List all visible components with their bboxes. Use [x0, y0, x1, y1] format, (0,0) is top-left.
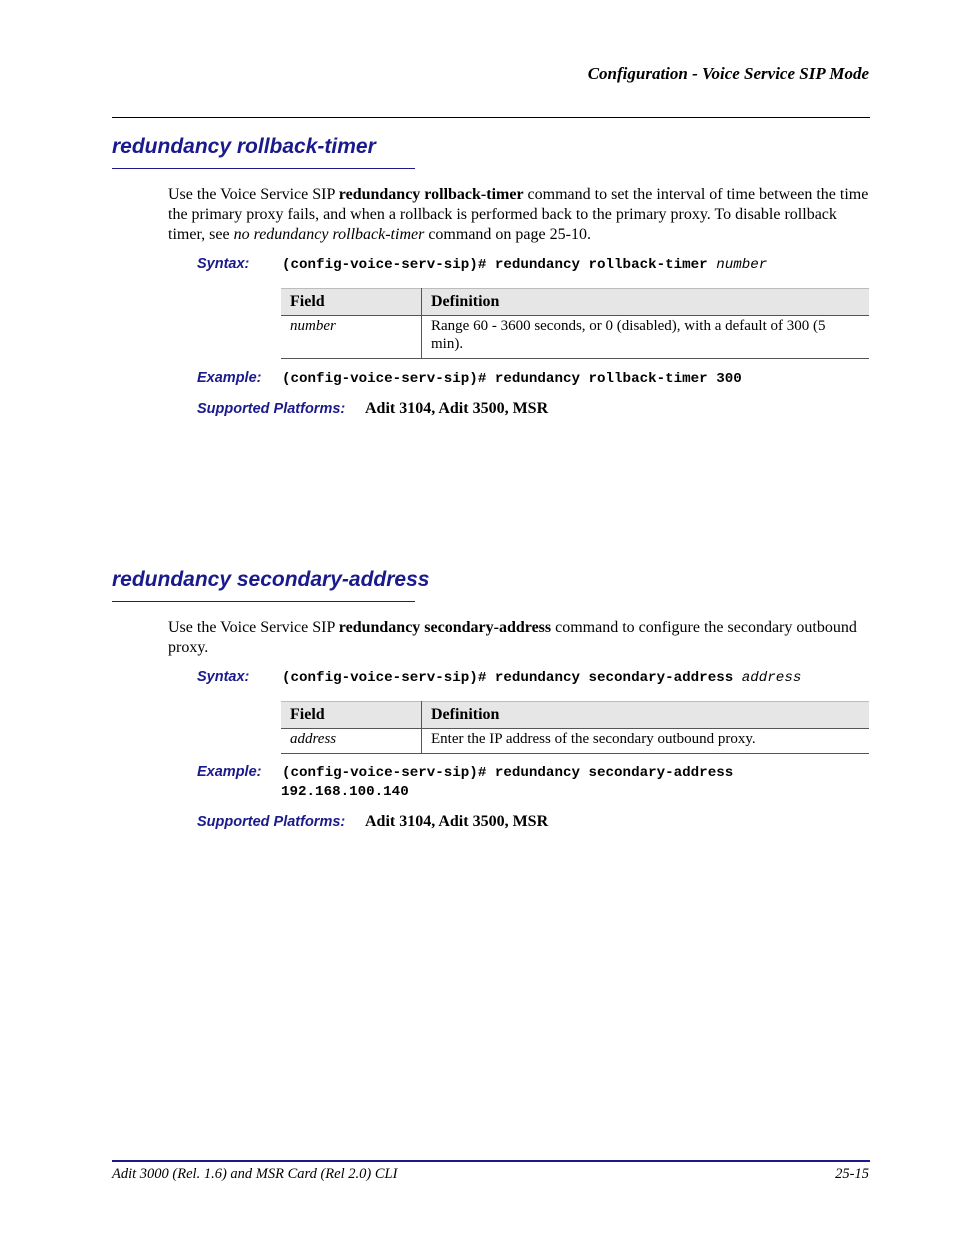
table-header-row — [281, 702, 869, 729]
description-reference: no redundancy rollback-timer — [233, 226, 425, 243]
footer-page-number: 25-15 — [835, 1166, 869, 1182]
example-command-line1: (config-voice-serv-sip)# redundancy secondary-address — [282, 765, 734, 781]
description-text: Use the Voice Service SIP — [168, 186, 339, 203]
section-title-rollback-timer: redundancy rollback-timer — [112, 135, 376, 158]
table-header-field: Field — [281, 289, 422, 316]
syntax-label: Syntax: — [197, 256, 250, 272]
syntax-command — [282, 257, 767, 273]
table-cell-definition: Range 60 - 3600 seconds, or 0 (disabled), with a default of 300 (5 min). — [422, 316, 870, 359]
platforms-value: Adit 3104, Adit 3500, MSR — [365, 813, 549, 830]
section-title-rule — [112, 168, 415, 169]
table-row — [281, 316, 869, 359]
table-cell-definition: Enter the IP address of the secondary outbound proxy. — [422, 729, 870, 754]
example-command-line2: 192.168.100.140 — [281, 784, 409, 800]
table-header-row — [281, 289, 869, 316]
syntax-argument: number — [716, 257, 768, 273]
table-cell-field: number — [281, 316, 422, 359]
syntax-argument: address — [741, 670, 802, 686]
table-header-definition: Definition — [422, 289, 870, 316]
page-header-title: Configuration - Voice Service SIP Mode — [587, 64, 869, 83]
platforms-label: Supported Platforms: — [197, 814, 346, 830]
section-title-secondary-address: redundancy secondary-address — [112, 568, 430, 591]
footer-document-title: Adit 3000 (Rel. 1.6) and MSR Card (Rel 2.0) CLI — [112, 1166, 398, 1182]
section-title-rule — [112, 601, 415, 602]
section-description — [168, 618, 870, 658]
description-command: redundancy rollback-timer — [338, 186, 524, 203]
description-text: command to set the interval of time between the time the primary proxy fails, and when a rollback is performed back to the primary proxy. To disable rollback timer, see — [168, 186, 869, 243]
description-command: redundancy secondary-address — [338, 619, 552, 636]
description-text: command on page 25-10. — [424, 226, 591, 243]
header-rule — [112, 117, 870, 118]
table-cell-field: address — [281, 729, 422, 754]
example-command: (config-voice-serv-sip)# redundancy rollback-timer 300 — [282, 371, 742, 387]
syntax-command-text: (config-voice-serv-sip)# redundancy rollback-timer — [282, 257, 717, 273]
syntax-command — [282, 670, 801, 686]
description-text: command to configure the secondary outbound proxy. — [168, 619, 857, 656]
table-header-definition: Definition — [422, 702, 870, 729]
platforms-label: Supported Platforms: — [197, 401, 346, 417]
example-label: Example: — [197, 370, 262, 386]
definition-table — [281, 701, 869, 754]
section-description — [168, 185, 870, 245]
definition-table — [281, 288, 869, 359]
table-header-field: Field — [281, 702, 422, 729]
description-text: Use the Voice Service SIP — [168, 619, 339, 636]
syntax-command-text: (config-voice-serv-sip)# redundancy secondary-address — [282, 670, 742, 686]
example-label: Example: — [197, 764, 262, 780]
footer-rule — [112, 1160, 870, 1162]
table-row — [281, 729, 869, 754]
platforms-value: Adit 3104, Adit 3500, MSR — [365, 400, 549, 417]
syntax-label: Syntax: — [197, 669, 250, 685]
